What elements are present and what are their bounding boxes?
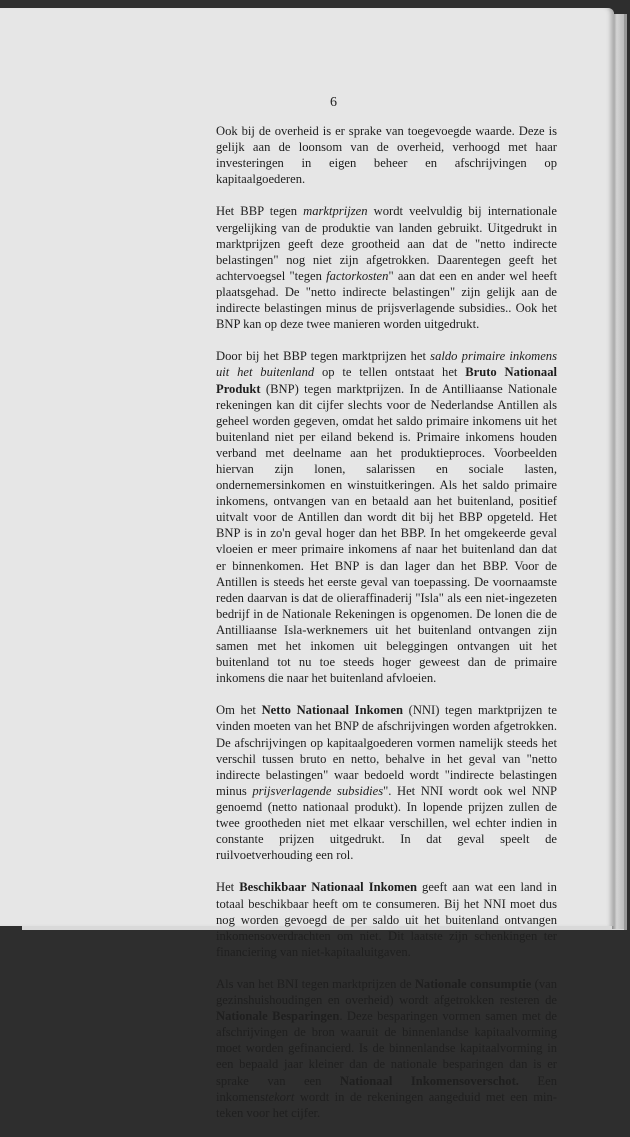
text-segment: geeft aan wat een land in totaal beschikbaar heeft om te consumeren. Bij het NNI moet dus nog worden gevoegd de per saldo uit het buitenland ontvangen inkomensoverdrachten om niet. Dit laatste zijn schenkingen ter financiering van niet-kapitaaluitgaven. — [216, 880, 557, 959]
key-term: Nationale Besparingen — [216, 1009, 340, 1024]
text-segment: Om het — [216, 703, 262, 718]
emphasis-term: factorkosten — [326, 268, 389, 283]
text-segment: " aan dat een en ander wel heeft plaatsgehad. De "netto indirecte belastingen" zijn gelijk aan de indirecte belastingen minus de prijsverlagende subsidies.. Ook het BNP kan op deze twee manieren worden uitgedrukt. — [216, 268, 557, 332]
key-term: Netto Nationaal Inkomen — [261, 703, 403, 718]
key-term: Beschikbaar Nationaal Inkomen — [239, 880, 417, 895]
text-segment: (NNI) tegen marktprijzen te vinden moeten van het BNP de afschrijvingen worden afgetrokken. De afschrijvingen op kapitaalgoederen vormen namelijk steeds het verschil tussen bruto en netto, behalve in het geval van "netto indirecte belastingen" waar bedoeld wordt "indirecte belastingen minus — [216, 703, 558, 798]
text-segment: wordt in de rekeningen aangeduid met een min-teken voor het cijfer. — [216, 1089, 557, 1120]
text-segment: Het BBP tegen — [216, 204, 304, 219]
paragraph-bnp — [216, 348, 557, 686]
emphasis-term: tekort — [264, 1089, 295, 1104]
text-segment: ". Het NNI wordt ook wel NNP genoemd (netto nationaal produkt). In lopende prijzen zullen de twee grootheden niet met elkaar verschillen, wel echter indien in constante prijzen uitgedrukt. In dat geval speelt de ruilvoetverhouding een rol. — [216, 783, 557, 863]
paragraph-besparingen — [216, 976, 557, 1121]
key-term: Nationaal Inkomensoverschot. — [339, 1073, 519, 1088]
text-segment: Het — [216, 880, 240, 895]
text-segment: wordt veelvuldig bij internationale vergelijking van de produktie van landen gebruikt. Uitgedrukt in marktprijzen geeft deze grootheid aan dat de "netto indirecte belastingen" nog niet zijn afgetrokken. Daarentegen geeft het achtervoegsel "tegen — [216, 204, 557, 283]
text-segment: Een inkomens — [216, 1073, 557, 1104]
body-text — [216, 123, 557, 1137]
text-segment: (van gezinshuishoudingen en overheid) wordt afgetrokken resteren de — [216, 976, 558, 1008]
key-term: Nationale consumptie — [414, 976, 532, 991]
text-segment: Als van het BNI tegen marktprijzen de — [216, 976, 415, 991]
text-segment: Ook bij de overheid is er sprake van toegevoegde waarde. Deze is gelijk aan de loonsom van de overheid, verhoogd met haar investeringen in eigen beheer en afschrijvingen op kapitaalgoederen. — [216, 124, 557, 187]
text-segment: (BNP) tegen marktprijzen. In de Antilliaanse Nationale rekeningen kan dit cijfer slechts voor de Nederlandse Antillen als geheel worden gegeven, omdat het saldo primaire inkomens uit het buitenland niet per eiland bekend is. Primaire inkomens houden verband met deelname aan het produktieproces. Voorbeelden hiervan zijn lonen, salarissen en sociale lasten, ondernemersinkomen en winstuitkeringen. Als het saldo primaire inkomens, ontvangen van en betaald aan het buitenland, positief uitvalt voor de Antillen dan wordt dit bij het BBP opgeteld. Het BNP is in zo'n geval hoger dan het BBP. In het omgekeerde geval vloeien er meer primaire inkomens af naar het buitenland dan dat er binnenkomen. Het BNP is dan lager dan het BBP. Voor de Antillen is steeds het eerste geval van toepassing. De voornaamste reden daarvan is dat de olieraffinaderij "Isla" als een niet-ingezeten bedrijf in de Nationale Rekeningen is opgenomen. De lonen die de Antilliaanse Isla-werknemers uit het buitenland ontvangen zijn samen met het inkomen uit beleggingen ontvangen uit het buitenland tot nu toe steeds hoger geweest dan de primaire inkomens die naar het buitenland afvloeien. — [216, 381, 557, 686]
page-number: 6 — [330, 95, 337, 110]
emphasis-term: prijsverlagende subsidies — [252, 783, 384, 798]
paragraph-nni — [216, 702, 557, 863]
paragraph-overheid — [216, 123, 557, 187]
text-segment: op te tellen ontstaat het — [314, 365, 466, 380]
paragraph-bbp-marktprijzen — [216, 203, 557, 332]
emphasis-term: marktprijzen — [303, 204, 368, 219]
text-segment: . Deze besparingen vormen samen met de afschrijvingen de bron waaruit de binnenlandse kapitaalvorming moet worden gefinancierd. Is de binnenlandse kapitaalvorming in een bepaald jaar kleiner dan de nationale besparingen dan is er sprake van een — [216, 1009, 557, 1088]
paragraph-bni — [216, 879, 557, 959]
text-segment: Door bij het BBP tegen marktprijzen het — [216, 349, 431, 364]
emphasis-term: saldo primaire inkomens uit het buitenland — [216, 349, 558, 380]
key-term: Bruto Nationaal Produkt — [216, 365, 557, 396]
